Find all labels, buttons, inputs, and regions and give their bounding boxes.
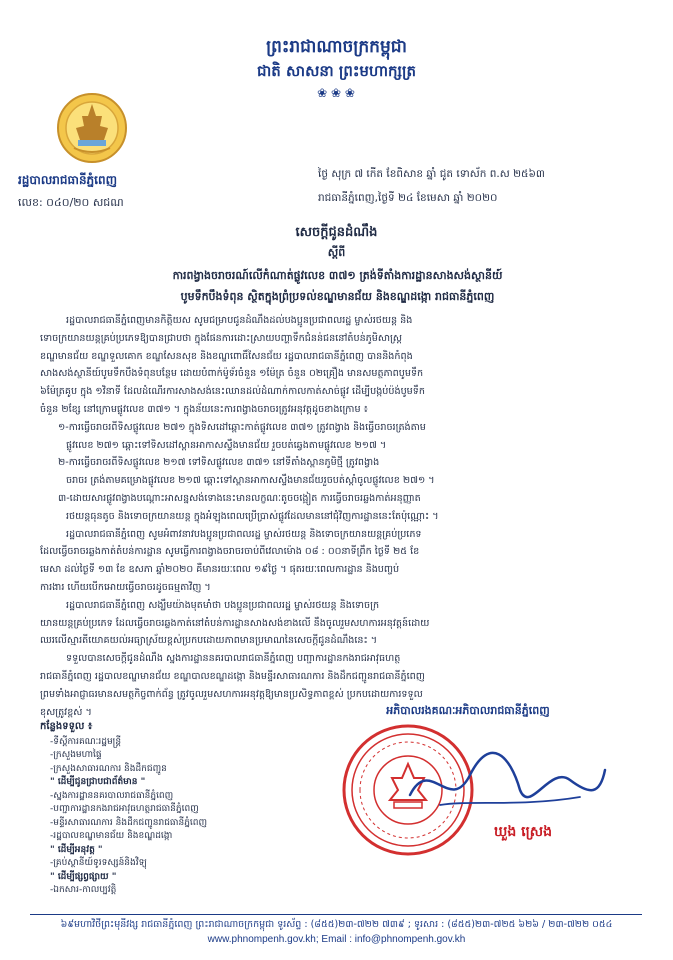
list-item: ផ្លូវលេខ ២៧១ ឆ្ពោះទៅទិសដៅស្ពានអាកាសស្ទឹងមានជ័យ រួចបត់ឆ្វេងតាមផ្លូវលេខ ២១៧ ។: [66, 439, 387, 451]
body-line: រដ្ឋបាលរាជធានីភ្នំពេញ សង្ឃឹមយ៉ាងមុតមាំថា បងប្អូនប្រជាពលរដ្ឋ ម្ចាស់រថយន្ត និងទោចក្រ: [66, 599, 380, 611]
recipient-item: -គ្រប់ស្ថានីយ៍ទូរទស្សន៍និងវិទ្យុ: [50, 858, 147, 868]
recipient-purpose: " ដើម្បីអនុវត្ត ": [50, 844, 103, 855]
recipients-list: [40, 720, 270, 898]
body-line: រដ្ឋបាលរាជធានីភ្នំពេញ សូមអំពាវនាវបងប្អូនប្រជាពលរដ្ឋ ម្ចាស់រថយន្ត និងទោចក្រយានយន្តគ្រប់ប្រភេទ: [66, 528, 422, 540]
body-line: យានយន្តគ្រប់ប្រភេទ ដែលធ្វើចរាចរឆ្លងកាត់នៅតំបន់ការដ្ឋានសាងសង់ខាងលើ នឹងចូលរួមសហការអនុវត្តន៍ដោយ: [40, 617, 430, 629]
body-line: ព្រមទាំងអាជ្ញាធរមានសមត្ថកិច្ចពាក់ព័ន្ធ ត្រូវចូលរួមសហការអនុវត្តឱ្យមានប្រសិទ្ធភាពខ្ពស់ ប្រកបដោយការទទួល: [40, 688, 423, 700]
lunar-date: ថ្ងៃ សុក្រ ៧ កើត ខែពិសាខ ឆ្នាំ ជូត ទោស័ក ព.ស ២៥៦៣: [318, 168, 545, 180]
header-ornament: ❀ ❀ ❀: [317, 86, 355, 100]
signatory-name: ឃួង ស្រេង: [494, 824, 552, 840]
list-item: ៣-ដោយសារផ្លូវពង្វាងបណ្ដោះអាសន្នសង់ទោងនេះមានលក្ខណៈតូចចង្អៀត ការធ្វើចរាចរឆ្លងកាត់អនុញ្ញាត: [58, 492, 421, 504]
body-line: ទទួលបានសេចក្ដីជូនដំណឹង ស្នងការដ្ឋាននគរបាលរាជធានីភ្នំពេញ បញ្ជាការដ្ឋានកងរាជអាវុធហត្ថ: [66, 653, 401, 665]
signature-icon: [400, 745, 610, 825]
body-line: ទោចក្រយានយន្តគ្រប់ប្រភេទឱ្យបានជ្រាបថា ក្នុងផែនការដោះស្រាយបញ្ហាទឹកជំនន់ជននៅតំបន់ភូមិសាស្ត្រ: [40, 332, 403, 344]
body-line: ការងារ ហើយបើកអោយធ្វើចរាចរដូចធម្មតាវិញ ។: [40, 581, 211, 593]
recipient-purpose: " ដើម្បីជូនជ្រាបជាព័ត៌មាន ": [50, 777, 146, 787]
body-line: ៦ម៉ែត្រគូប ក្នុង ១វិនាទី ដែលដំណើរការសាងសង់នេះឈានដល់ដំណាក់កាលកាត់សាច់ផ្លូវ ដើម្បីបង្កប់ប៉ង់បូមទឹក: [40, 386, 425, 398]
body-line: ឈរលើស្មារតីយោគយល់អធ្យាស្រ័យខ្ពស់ប្រកបដោយភាពមានប្រមាណនៃសេចក្ដីជូនដំណឹងនេះ ។: [40, 635, 378, 647]
footer-contact: www.phnompenh.gov.kh; Email : info@phnompenh.gov.kh: [207, 934, 466, 945]
subject-line-2: បូមទឹកបឹងទំពុន ស្ថិតក្នុងព្រំប្រទល់ខណ្ឌមានជ័យ និងខណ្ឌដង្កោ រាជធានីភ្នំពេញ: [180, 290, 495, 303]
recipient-purpose: " ដើម្បីផ្សព្វផ្សាយ ": [50, 871, 117, 882]
reference-number: លេខ: ០៤០/២០ សជណ: [18, 196, 124, 209]
signatory-title: អភិបាលរងគណៈអភិបាលរាជធានីភ្នំពេញ: [386, 704, 550, 717]
issuing-office: រដ្ឋបាលរាជធានីភ្នំពេញ: [18, 173, 118, 187]
body-line: ចំនួន ២ខ្សែ នៅក្រោមផ្លូវលេខ ៣៧១ ។ ក្នុងន័យនេះការពង្វាងចរាចរត្រូវអនុវត្តដូចខាងក្រោម ៖: [40, 403, 368, 415]
body-line: រដ្ឋបាលរាជធានីភ្នំពេញមានកិត្តិយស សូមជម្រាបជូនដំណឹងដល់បងប្អូនប្រជាពលរដ្ឋ ម្ចាស់រថយន្ត និង: [66, 315, 413, 326]
national-motto: ជាតិ សាសនា ព្រះមហាក្សត្រ: [257, 62, 416, 80]
recipient-item: -ស្នងការដ្ឋាននគរបាលរាជធានីភ្នំពេញ: [50, 790, 174, 801]
recipient-item: -រដ្ឋបាលខណ្ឌមានជ័យ និងខណ្ឌដង្កោ: [50, 831, 173, 841]
recipient-item: -មន្ទីរសាធារណការ និងដឹកជញ្ជូនរាជធានីភ្នំពេញ: [50, 817, 208, 828]
solar-date: រាជធានីភ្នំពេញ,ថ្ងៃទី ២៤ ខែមេសា ឆ្នាំ ២០២០: [318, 192, 498, 204]
kingdom-heading: ព្រះរាជាណាចក្រកម្ពុជា: [266, 37, 407, 57]
recipients-heading: កន្លែងទទួល ៖: [40, 721, 93, 732]
list-item: ចរាចរ ត្រង់តាមគម្រោងផ្លូវលេខ ២១៧ ឆ្ពោះទៅស្ពានអាកាសស្ទឹងមានជ័យរួចបត់ស្ដាំចូលផ្លូវលេខ ២៧១ ។: [66, 475, 435, 487]
municipality-emblem-icon: [56, 92, 128, 164]
recipient-item: -ទីស្ដីការគណៈរដ្ឋមន្ត្រី: [50, 736, 122, 747]
subject-line-1: ការពង្វាងចរាចរណ៍លើកំណាត់ផ្លូវលេខ ៣៧១ ត្រង់ទីតាំងការដ្ឋានសាងសង់ស្ថានីយ៍: [172, 269, 503, 282]
list-item: រថយន្តធុនតូច និងទោចក្រយានយន្ត ក្នុងអំឡុងពេលប្រើប្រាស់ផ្លូវដែលមាននៅជុំវិញការដ្ឋាននេះតែប៉ុណ្ណោះ ។: [66, 510, 439, 522]
body-line: មេសា ដល់ថ្ងៃទី ១៣ ខែ ឧសភា ឆ្នាំ២០២០ គឺមានរយៈពេល ១៩ថ្ងៃ ។ ផុតរយៈពេលការដ្ឋាន និងបញ្ចប់: [40, 564, 400, 576]
document-body: [40, 312, 640, 721]
recipient-item: -ក្រសួងសាធារណការ និងដឹកជញ្ជូន: [50, 763, 167, 774]
recipient-item: -ឯកសារ-កាលប្បវត្តិ: [50, 885, 117, 895]
footer-divider: [30, 914, 642, 915]
document-title: សេចក្ដីជូនដំណឹង: [295, 225, 378, 240]
body-line: ខុសត្រូវខ្ពស់ ។: [40, 706, 92, 718]
body-line: ដែលធ្វើចរាចរឆ្លងកាត់តំបន់ការដ្ឋាន សូមធ្វើការពង្វាងចរាចរចាប់ពីវេលាម៉ោង ០៨ : ០០នាទីព្រឹក ថ្ងៃទី ២៥ ខែ: [40, 546, 420, 558]
footer-address: ៦៩មហាវិថីព្រះមុនីវង្ស រាជធានីភ្នំពេញ ព្រះរាជាណាចក្រកម្ពុជា ទូរស័ព្ទ : (៨៥៥)២៣-៧២២ ៧៣៩ ; ទូរសារ : (៨៥៥)២៣-៧២៥ ៦២៦ / ២៣-៧២២ ០៥៤: [60, 919, 613, 930]
title-about: ស្ដីពី: [327, 246, 346, 259]
recipient-item: -ក្រសួងមហាផ្ទៃ: [50, 750, 102, 760]
list-item: ២-ការធ្វើចរាចរពីទិសផ្លូវលេខ ២១៧ ទៅទិសផ្លូវលេខ ៣៧១ នៅទីតាំងស្ពានភូមិថ្មី ត្រូវពង្វាង: [58, 457, 380, 469]
body-line: ខណ្ឌមានជ័យ ខណ្ឌទួលគោក ខណ្ឌសែនសុខ និងខណ្ឌពោធិ៍សែនជ័យ រដ្ឋបាលរាជធានីភ្នំពេញ បាននិងកំពុង: [40, 350, 413, 362]
recipient-item: -បញ្ជាការដ្ឋានកងរាជអាវុធហត្ថរាជធានីភ្នំពេញ: [50, 804, 199, 814]
body-line: រាជធានីភ្នំពេញ រដ្ឋបាលខណ្ឌមានជ័យ ខណ្ឌបាលខណ្ឌដង្កោ និងមន្ទីរសាធារណការ និងដឹកជញ្ជូនរាជធានីភ្នំពេញ: [40, 670, 425, 682]
body-line: សាងសង់ស្ថានីយ៍បូមទឹកបឹងទំពុនបន្ថែម ដោយបំពាក់ម៉ូទ័រចំនួន ១ម៉ែត្រ ចំនួន ០២គ្រឿង មានសមត្ថភាពបូមទឹក: [40, 368, 424, 380]
list-item: ១-ការធ្វើចរាចរពីទិសផ្លូវលេខ ២៧១ ក្នុងទិសដៅឆ្ពោះកាត់ផ្លូវលេខ ៣៧១ ត្រូវពង្វាង និងធ្វើចរាចរត្រង់តាម: [58, 421, 426, 433]
